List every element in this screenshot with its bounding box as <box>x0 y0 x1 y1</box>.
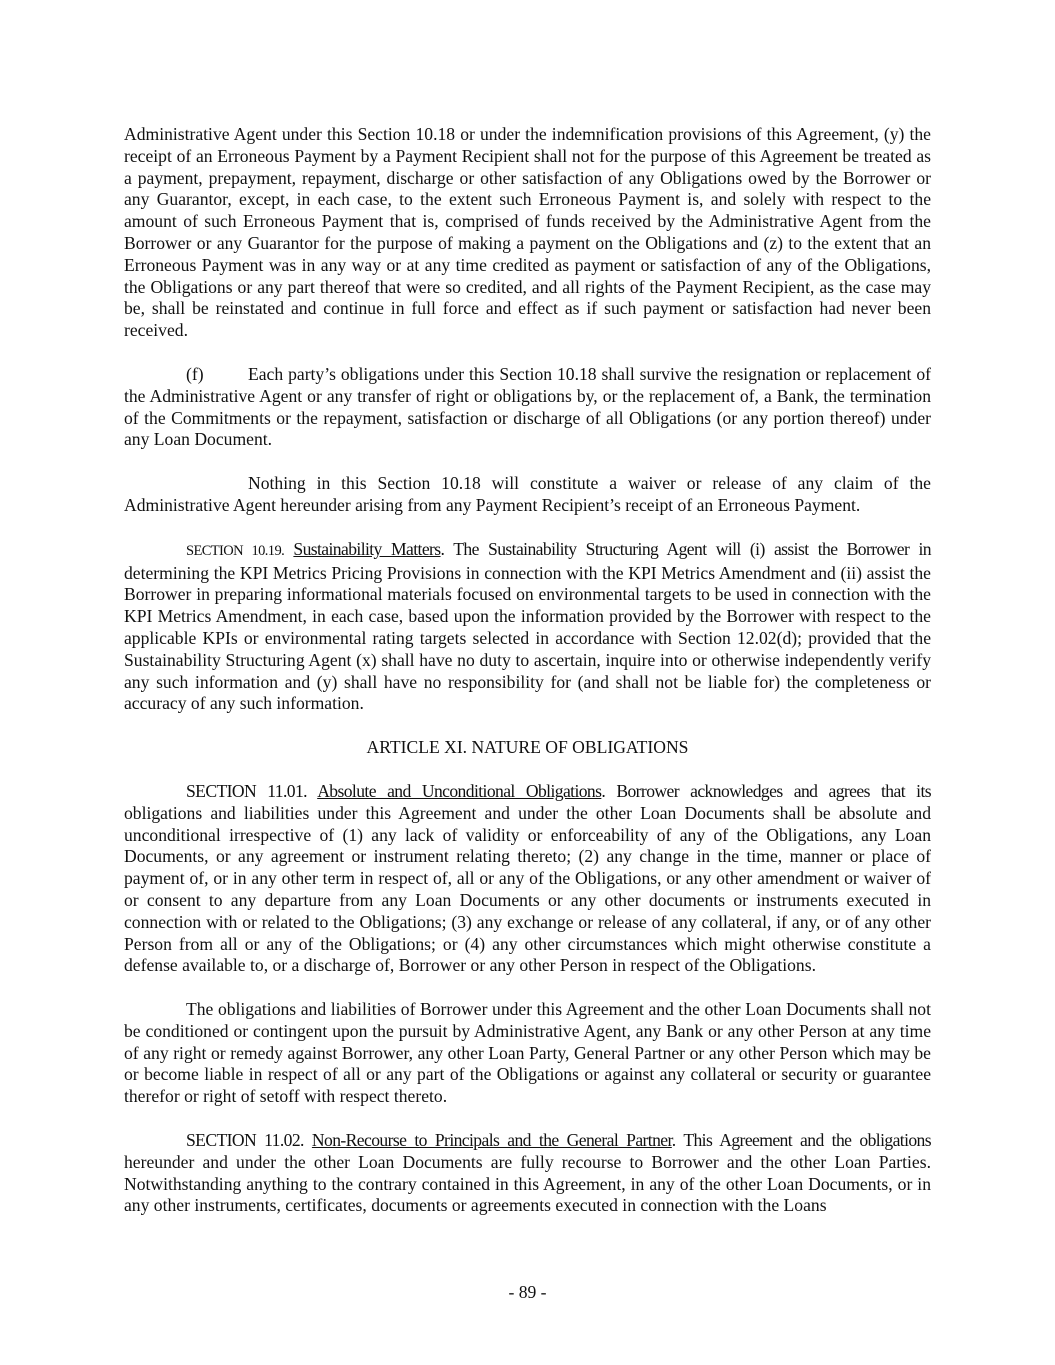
section-11-01-lead-line: SECTION 11.01. Absolute and Unconditional Obligations. Borrower acknowledges and agrees that its <box>186 780 931 801</box>
section-11-01-body: obligations and liabilities under this Agreement and under the other Loan Documents shall be absolute and unconditional irrespective of (1) any lack of validity or enforceability of any of the Obligations, any Loan Documents, or any agreement or instrument relating thereto; (2) any change in the time, manner or place of payment of, or in any other term in respect of, all or any of the Obligations, or any other amendment or waiver of or consent to any departure from any Loan Documents or any other documents or instruments executed in connection with or related to the Obligations; (3) any exchange or release of any collateral, if any, or of any other Person from all or any of the Obligations; or (4) any other circumstances which might otherwise constitute a defense available to, or a discharge of, Borrower or any other Person in respect of the Obligations. <box>124 802 931 976</box>
section-10-19-lead: The Sustainability Structuring Agent will (i) assist the Borrower in <box>453 538 931 559</box>
paragraph-no-waiver: Nothing in this Section 10.18 will constitute a waiver or release of any claim of the Administrative Agent hereunder arising from any Payment Recipient’s receipt of an Erroneous Payment. <box>124 473 931 515</box>
section-11-02-body: hereunder and under the other Loan Documents are fully recourse to Borrower and the other Loan Parties. Notwithstanding anything to the contrary contained in this Agreement, in any of the other Loan Documents, or in any other instruments, certificates, documents or agreements executed in connection with the Loans <box>124 1151 931 1216</box>
section-10-19-lead-line: SECTION 10.19. Sustainability Matters. The Sustainability Structuring Agent will (i) assist the Borrower in <box>186 538 931 559</box>
section-11-01-title: Absolute and Unconditional Obligations <box>317 780 602 801</box>
section-10-19 <box>124 539 931 715</box>
section-11-02 <box>124 1130 931 1217</box>
clause-marker-f: (f) <box>186 363 204 384</box>
section-11-02-title: Non-Recourse to Principals and the General Partner <box>311 1130 672 1151</box>
section-10-19-label: SECTION 10.19. <box>186 542 285 559</box>
document-page <box>124 124 931 1239</box>
paragraph-f-survival <box>124 364 931 451</box>
section-10-19-body: determining the KPI Metrics Pricing Provisions in connection with the KPI Metrics Amendment and (ii) assist the Borrower in preparing informational materials focused on environmental targets to be used in connection with the KPI Metrics Amendment, in each case, based upon the information provided by the Borrower with respect to the applicable KPIs or environmental rating targets selected in accordance with Section 12.02(d); provided that the Sustainability Structuring Agent (x) shall have no duty to ascertain, inquire into or otherwise independently verify any such information and (y) shall have no responsibility for (and shall not be liable for) the completeness or accuracy of any such information. <box>124 562 931 714</box>
section-11-01 <box>124 781 931 977</box>
section-11-02-label: SECTION 11.02. <box>186 1130 304 1151</box>
page-number: - 89 - <box>508 1282 547 1302</box>
paragraph-obligations-not-conditioned: The obligations and liabilities of Borrower under this Agreement and the other Loan Documents shall not be conditioned or contingent upon the pursuit by Administrative Agent, any Bank or any other Person at any time of any right or remedy against Borrower, any other Loan Party, General Partner or any other Person which may be or become liable in respect of all or any part of the Obligations or against any collateral or security or guarantee therefor or right of setoff with respect thereto. <box>124 999 931 1107</box>
paragraph-f-text: Each party’s obligations under this Section 10.18 shall survive the resignation or replacement of the Administrative Agent or any transfer of right or obligations by, or the replacement of, a Bank, the termination of the Commitments or the repayment, satisfaction or discharge of all Obligations (or any portion thereof) under any Loan Document. <box>124 363 931 450</box>
section-11-02-lead-line: SECTION 11.02. Non-Recourse to Principals and the General Partner. This Agreement and the obligations <box>186 1130 931 1151</box>
section-11-02-lead: This Agreement and the obligations <box>683 1130 931 1151</box>
section-10-19-title: Sustainability Matters <box>293 538 441 559</box>
section-11-01-label: SECTION 11.01. <box>186 780 307 801</box>
paragraph-erroneous-payment-continuation: Administrative Agent under this Section 10.18 or under the indemnification provisions of this Agreement, (y) the receipt of an Erroneous Payment by a Payment Recipient shall not for the purpose of this Agreement be treated as a payment, prepayment, repayment, discharge or other satisfaction of any Obligations owed by the Borrower or any Guarantor, except, in each case, to the extent such Erroneous Payment is, and solely with respect to the amount of such Erroneous Payment that is, comprised of funds received by the Administrative Agent from the Borrower or any Guarantor for the purpose of making a payment on the Obligations and (z) to the extent that an Erroneous Payment was in any way or at any time credited as payment or satisfaction of any of the Obligations, the Obligations or any part thereof that were so credited, and all rights of the Payment Recipient, as the case may be, shall be reinstated and continue in full force and effect as if such payment or satisfaction had never been received. <box>124 124 931 341</box>
section-11-01-lead: Borrower acknowledges and agrees that its <box>616 780 931 801</box>
article-xi-heading: ARTICLE XI. NATURE OF OBLIGATIONS <box>366 737 689 758</box>
